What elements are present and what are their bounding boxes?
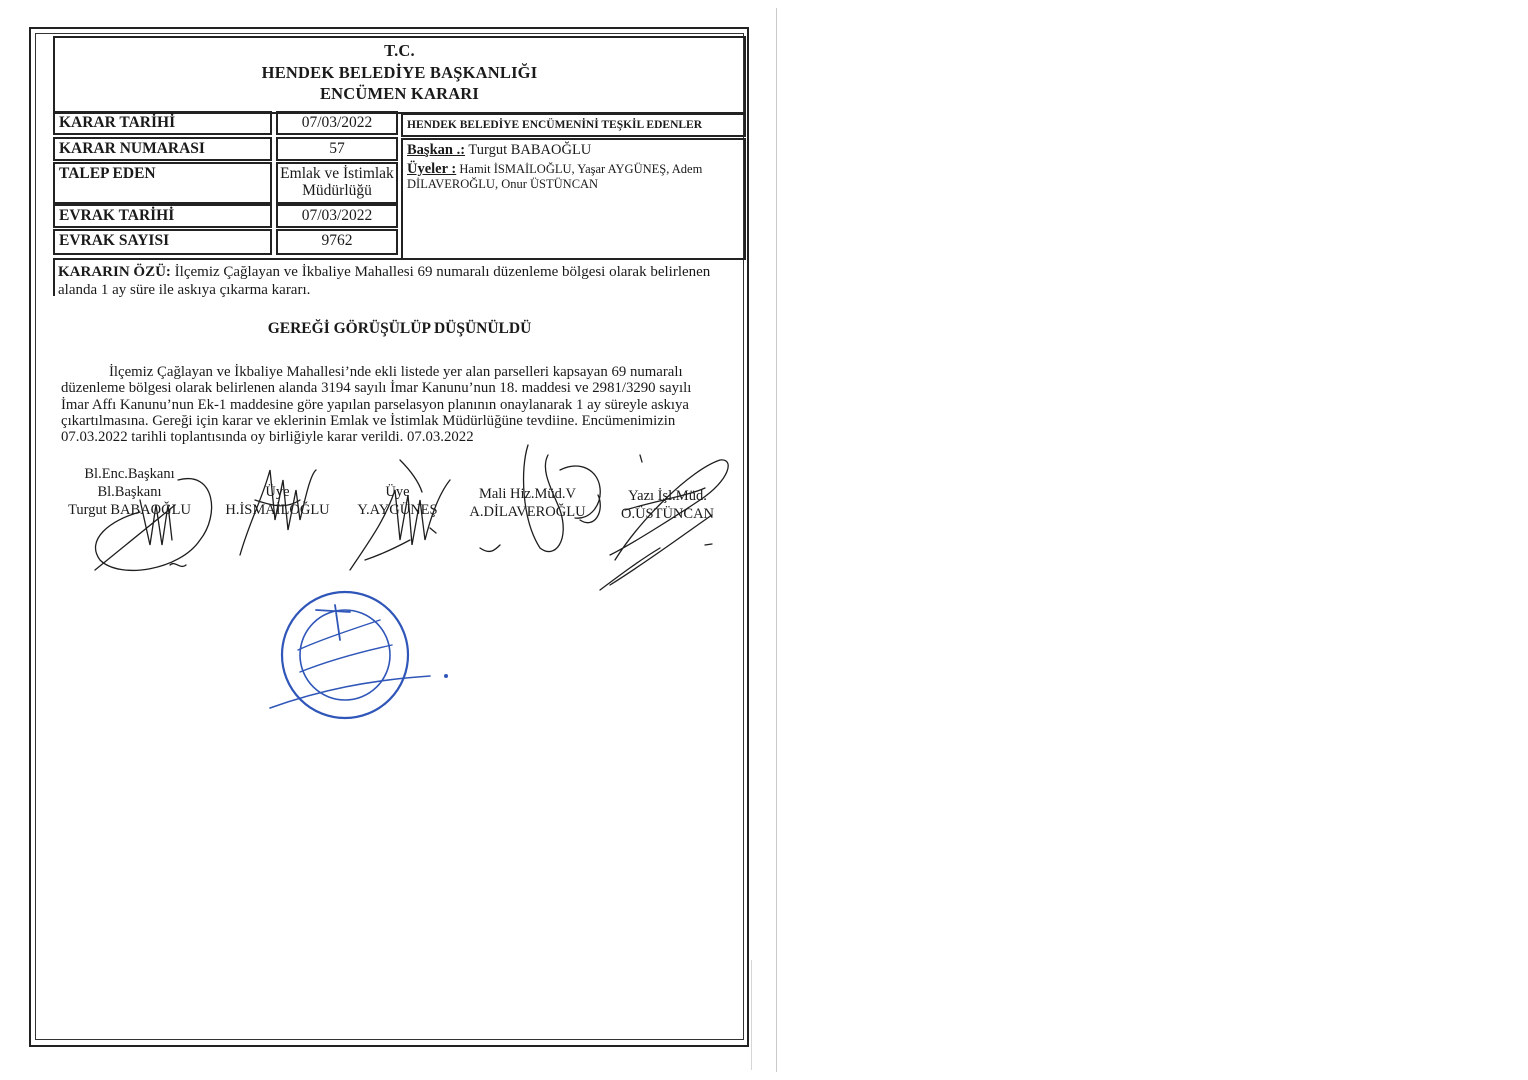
signature-finance-title: Mali Hiz.Müd.V: [478, 486, 577, 502]
signature-chairman-name: Turgut BABAOĞLU: [68, 502, 191, 518]
header-institution: HENDEK BELEDİYE BAŞKANLIĞI: [261, 63, 538, 82]
signature-member1-name: H.İSMAİLOĞLU: [225, 502, 330, 518]
karar-numarasi-value: 57: [276, 137, 398, 161]
evrak-sayisi-label: EVRAK SAYISI: [53, 229, 272, 255]
signature-clerk-name: O.ÜSTÜNCAN: [620, 506, 715, 522]
signature-chairman-title2: Bl.Başkanı: [97, 484, 162, 500]
signature-member1-title: Üye: [265, 484, 290, 500]
decision-line-2: düzenleme bölgesi olarak belirlenen alanda 3194 sayılı İmar Kanunu’nun 18. maddesi ve 2981/3290 sayılı: [61, 380, 692, 397]
council-chair-name: Turgut BABAOĞLU: [468, 142, 592, 158]
karar-tarihi-value: 07/03/2022: [276, 111, 398, 135]
karar-numarasi-label: KARAR NUMARASI: [53, 137, 272, 161]
council-heading: HENDEK BELEDİYE ENCÜMENİNİ TEŞKİL EDENLER: [401, 113, 746, 137]
header-document-type: ENCÜMEN KARARI: [319, 84, 480, 103]
header-tc: T.C.: [384, 41, 415, 60]
decision-line-4: çıkartılmasına. Gereği için karar ve eklerinin Emlak ve İstimlak Müdürlüğüne tevdiine. Encümenimizin: [61, 412, 676, 429]
talep-eden-label: TALEP EDEN: [53, 162, 272, 204]
council-members-names-1: Hamit İSMAİLOĞLU, Yaşar AYGÜNEŞ, Adem: [459, 162, 703, 176]
council-chair-label: Başkan .:: [407, 142, 466, 158]
decision-title: GEREĞİ GÖRÜŞÜLÜP DÜŞÜNÜLDÜ: [267, 320, 532, 337]
decision-line-5: 07.03.2022 tarihli toplantısında oy birliğiyle karar verildi. 07.03.2022: [61, 429, 474, 446]
stamp-overlay-stroke-2: [298, 620, 392, 672]
decision-line-3: İmar Affı Kanunu’nun Ek-1 maddesine göre yapılan parselasyon planının onaylanarak 1 ay süreyle askıya: [61, 396, 689, 413]
signature-member2-name: Y.AYGÜNEŞ: [357, 502, 438, 518]
talep-eden-value-line2: Müdürlüğü: [302, 182, 372, 199]
summary-label: KARARIN ÖZÜ:: [58, 264, 171, 280]
evrak-tarihi-value: 07/03/2022: [276, 204, 398, 228]
evrak-tarihi-label: EVRAK TARİHİ: [53, 204, 272, 228]
karar-tarihi-label: KARAR TARİHİ: [53, 111, 272, 135]
council-members-label: Üyeler :: [407, 161, 457, 177]
stamp-dot: [444, 674, 448, 678]
summary-text-1: İlçemiz Çağlayan ve İkbaliye Mahallesi 69 numaralı düzenleme bölgesi olarak belirlenen: [174, 264, 711, 280]
signature-member2-title: Üye: [385, 484, 410, 500]
summary-text-2: alanda 1 ay süre ile askıya çıkarma kararı.: [58, 282, 311, 298]
signature-chairman-title1: Bl.Enc.Başkanı: [84, 466, 175, 482]
evrak-sayisi-value: 9762: [276, 229, 398, 255]
talep-eden-value-line1: Emlak ve İstimlak: [280, 165, 394, 182]
decision-line-1: İlçemiz Çağlayan ve İkbaliye Mahallesi’nde ekli listede yer alan parselleri kapsayan 69 numaralı: [109, 364, 683, 380]
council-members-names-2: DİLAVEROĞLU, Onur ÜSTÜNCAN: [407, 176, 599, 191]
signature-finance-name: A.DİLAVEROĞLU: [469, 504, 586, 520]
signature-clerk-title: Yazı İşl.Müd.: [628, 488, 707, 504]
